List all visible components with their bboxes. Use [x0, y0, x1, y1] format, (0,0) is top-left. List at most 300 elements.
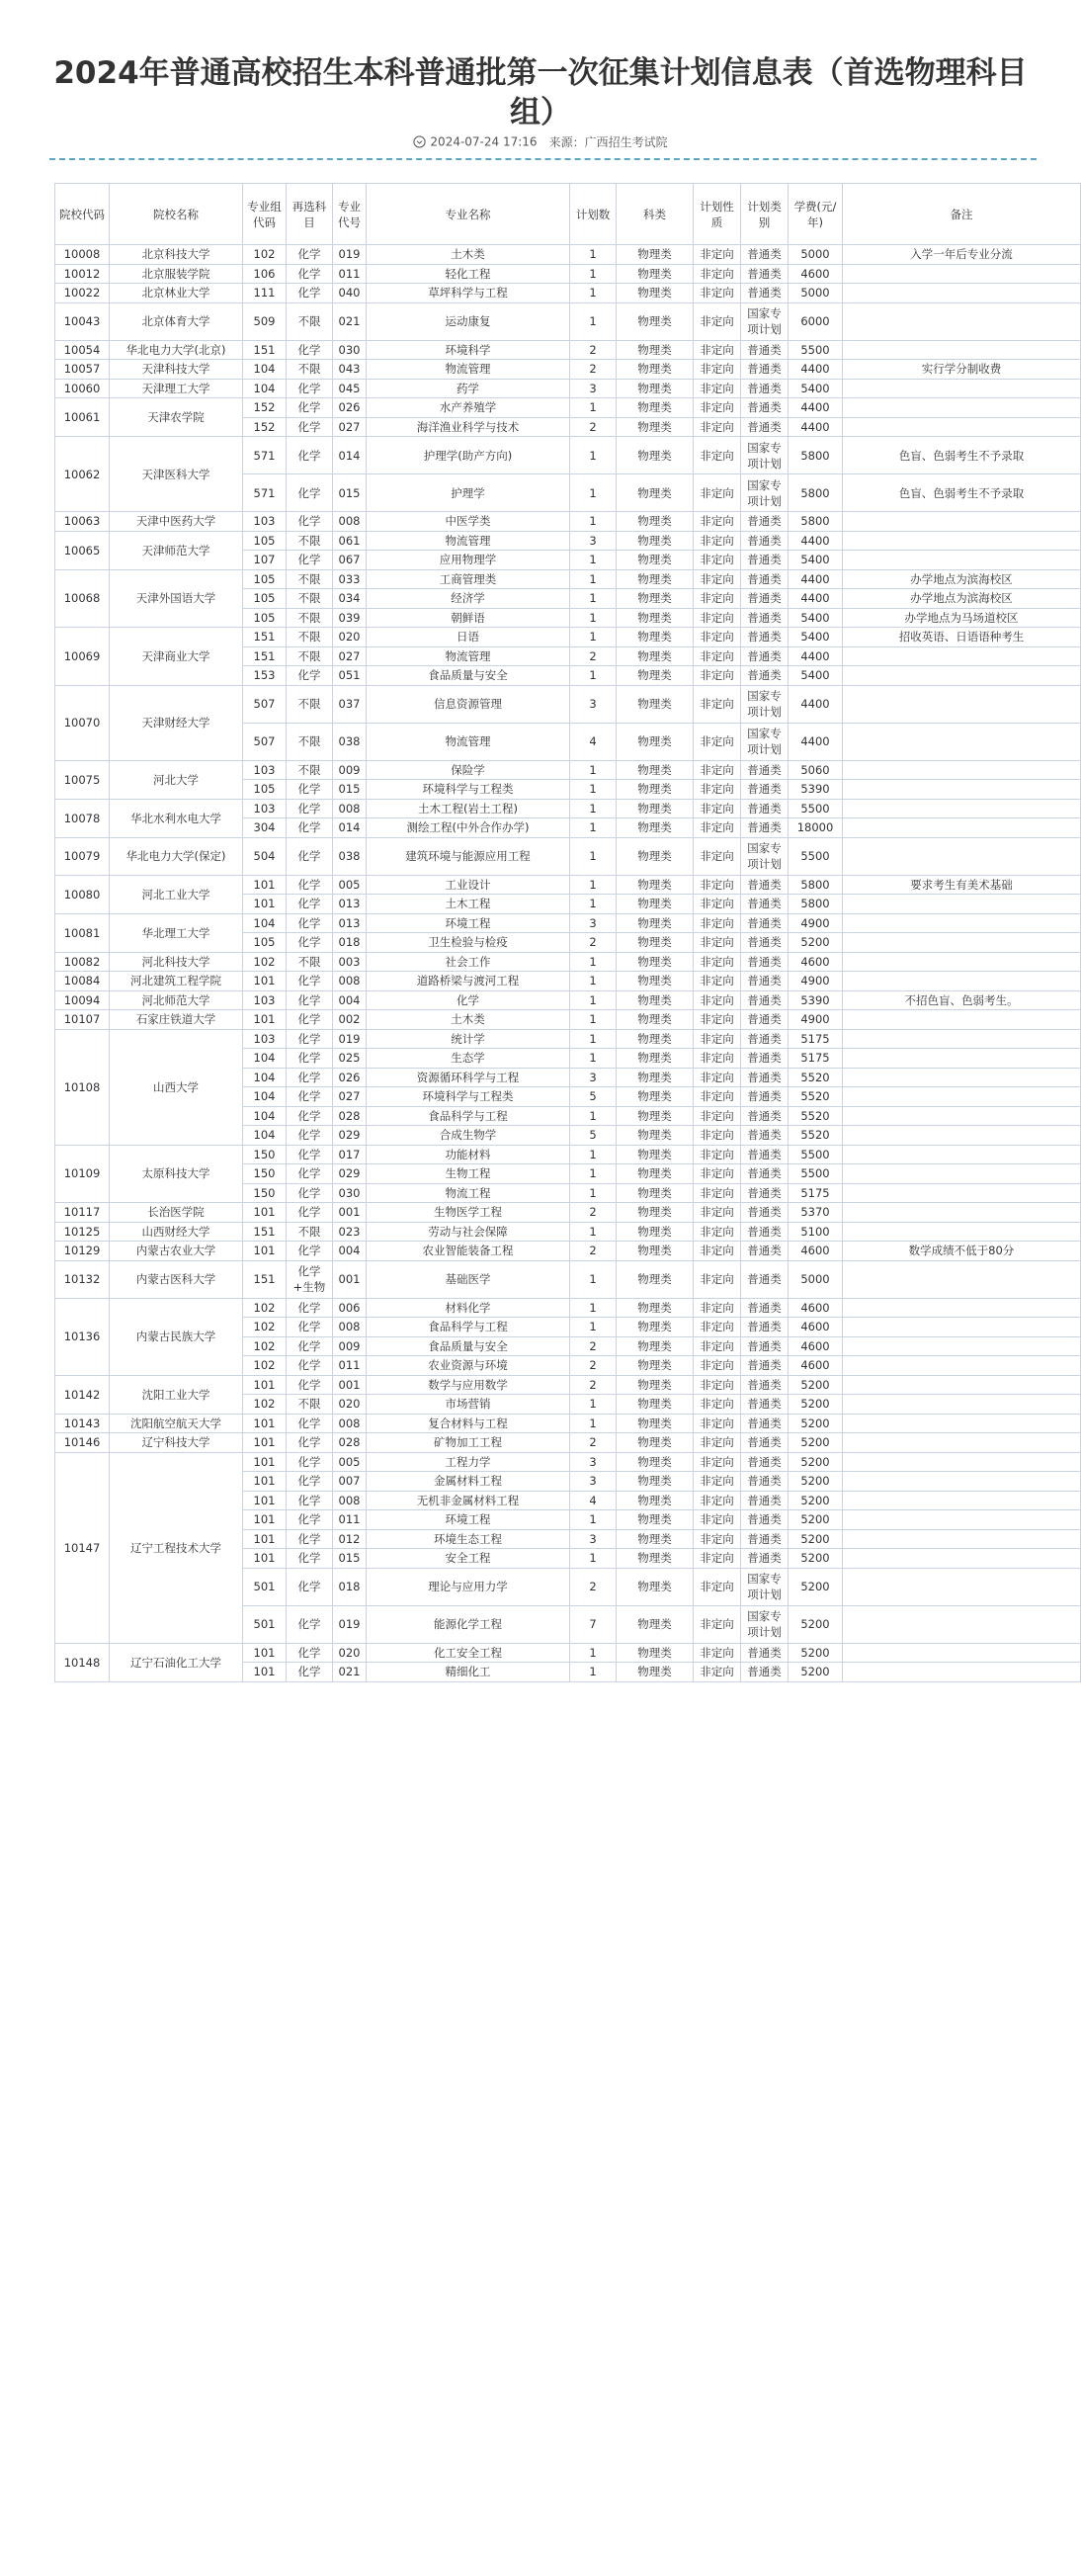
cell-category: 物理类: [617, 474, 694, 512]
cell-note: [843, 1260, 1081, 1298]
cell-note: [843, 302, 1081, 340]
cell-plan-nature: 非定向: [694, 1395, 741, 1415]
table-row: [55, 1643, 1081, 1663]
cell-major-name: 矿物加工工程: [367, 1433, 570, 1453]
cell-group-code: 101: [243, 1010, 287, 1030]
cell-major-name: 护理学: [367, 474, 570, 512]
header-cell: 专业名称: [367, 184, 570, 245]
cell-subject: 化学: [287, 1029, 333, 1049]
cell-major-name: 生物医学工程: [367, 1203, 570, 1223]
cell-plan-nature: 非定向: [694, 531, 741, 551]
cell-category: 物理类: [617, 1126, 694, 1146]
cell-plan-nature: 非定向: [694, 569, 741, 589]
cell-plan-nature: 非定向: [694, 264, 741, 284]
cell-plan-type: 普通类: [741, 1029, 789, 1049]
cell-plan-nature: 非定向: [694, 1298, 741, 1318]
cell-plan-type: 普通类: [741, 666, 789, 686]
cell-note: [843, 1336, 1081, 1356]
cell-major-name: 能源化学工程: [367, 1605, 570, 1643]
cell-note: [843, 1183, 1081, 1203]
cell-subject: 化学: [287, 1529, 333, 1549]
cell-tuition: 5200: [789, 1663, 843, 1682]
cell-plan-type: 普通类: [741, 1164, 789, 1184]
cell-college-code: 10022: [55, 284, 110, 303]
cell-plan-count: 1: [570, 1010, 617, 1030]
cell-major-code: 011: [333, 1356, 367, 1376]
cell-tuition: 18000: [789, 818, 843, 838]
cell-tuition: 4400: [789, 646, 843, 666]
cell-plan-nature: 非定向: [694, 1433, 741, 1453]
cell-category: 物理类: [617, 589, 694, 609]
cell-tuition: 4600: [789, 1318, 843, 1337]
cell-major-name: 应用物理学: [367, 551, 570, 570]
cell-plan-count: 2: [570, 1568, 617, 1605]
cell-plan-count: 1: [570, 398, 617, 418]
cell-subject: 化学: [287, 1336, 333, 1356]
cell-plan-nature: 非定向: [694, 1087, 741, 1107]
cell-plan-type: 普通类: [741, 1298, 789, 1318]
table-row: [55, 1414, 1081, 1433]
cell-group-code: 101: [243, 1663, 287, 1682]
cell-tuition: 5200: [789, 1529, 843, 1549]
cell-plan-count: 1: [570, 628, 617, 647]
cell-note: 办学地点为滨海校区: [843, 569, 1081, 589]
cell-plan-nature: 非定向: [694, 933, 741, 953]
cell-tuition: 5000: [789, 245, 843, 265]
cell-major-name: 道路桥梁与渡河工程: [367, 972, 570, 991]
cell-major-name: 草坪科学与工程: [367, 284, 570, 303]
header-cell: 学费(元/年): [789, 184, 843, 245]
cell-tuition: 5175: [789, 1049, 843, 1069]
cell-college-name: 内蒙古农业大学: [110, 1242, 243, 1261]
cell-plan-nature: 非定向: [694, 646, 741, 666]
cell-plan-count: 1: [570, 972, 617, 991]
cell-plan-count: 3: [570, 531, 617, 551]
table-row: [55, 1375, 1081, 1395]
cell-subject: 化学: [287, 551, 333, 570]
cell-plan-count: 1: [570, 608, 617, 628]
cell-note: [843, 913, 1081, 933]
cell-group-code: 101: [243, 1452, 287, 1472]
cell-group-code: 152: [243, 398, 287, 418]
cell-plan-count: 1: [570, 302, 617, 340]
cell-plan-nature: 非定向: [694, 1568, 741, 1605]
cell-group-code: 103: [243, 799, 287, 818]
cell-note: [843, 1414, 1081, 1433]
cell-plan-nature: 非定向: [694, 1126, 741, 1146]
cell-plan-count: 7: [570, 1605, 617, 1643]
cell-major-code: 019: [333, 1029, 367, 1049]
cell-category: 物理类: [617, 723, 694, 760]
cell-major-code: 040: [333, 284, 367, 303]
cell-plan-count: 1: [570, 990, 617, 1010]
cell-major-name: 食品科学与工程: [367, 1318, 570, 1337]
cell-plan-count: 1: [570, 1260, 617, 1298]
cell-subject: 化学: [287, 1068, 333, 1087]
header-cell: 科类: [617, 184, 694, 245]
table-row: [55, 1145, 1081, 1164]
cell-note: [843, 1375, 1081, 1395]
cell-category: 物理类: [617, 1222, 694, 1242]
cell-subject: 化学: [287, 1663, 333, 1682]
table-row: [55, 340, 1081, 360]
cell-group-code: 509: [243, 302, 287, 340]
cell-category: 物理类: [617, 360, 694, 380]
cell-tuition: 4900: [789, 972, 843, 991]
cell-college-code: 10079: [55, 837, 110, 875]
cell-category: 物理类: [617, 895, 694, 914]
cell-subject: 化学: [287, 933, 333, 953]
cell-major-name: 环境生态工程: [367, 1529, 570, 1549]
cell-category: 物理类: [617, 531, 694, 551]
cell-major-code: 020: [333, 1643, 367, 1663]
cell-major-code: 005: [333, 875, 367, 895]
cell-major-name: 资源循环科学与工程: [367, 1068, 570, 1087]
cell-plan-count: 1: [570, 569, 617, 589]
cell-college-name: 山西大学: [110, 1029, 243, 1145]
cell-major-name: 环境科学: [367, 340, 570, 360]
cell-plan-type: 普通类: [741, 1336, 789, 1356]
cell-plan-type: 普通类: [741, 1356, 789, 1376]
cell-plan-nature: 非定向: [694, 1529, 741, 1549]
cell-category: 物理类: [617, 1375, 694, 1395]
cell-plan-type: 普通类: [741, 1222, 789, 1242]
cell-major-name: 物流管理: [367, 360, 570, 380]
cell-subject: 化学: [287, 875, 333, 895]
cell-college-code: 10075: [55, 760, 110, 799]
cell-major-code: 051: [333, 666, 367, 686]
cell-major-code: 008: [333, 1318, 367, 1337]
cell-major-code: 015: [333, 474, 367, 512]
cell-plan-type: 普通类: [741, 379, 789, 398]
cell-group-code: 102: [243, 1336, 287, 1356]
cell-college-code: 10008: [55, 245, 110, 265]
cell-group-code: 101: [243, 1643, 287, 1663]
cell-category: 物理类: [617, 1663, 694, 1682]
cell-subject: 化学: [287, 437, 333, 474]
cell-note: 数学成绩不低于80分: [843, 1242, 1081, 1261]
cell-tuition: 5370: [789, 1203, 843, 1223]
cell-group-code: 105: [243, 780, 287, 800]
cell-plan-count: 1: [570, 1549, 617, 1569]
cell-group-code: 102: [243, 1298, 287, 1318]
cell-plan-count: 1: [570, 780, 617, 800]
cell-major-name: 生态学: [367, 1049, 570, 1069]
cell-tuition: 5390: [789, 990, 843, 1010]
cell-college-name: 长治医学院: [110, 1203, 243, 1223]
cell-plan-type: 普通类: [741, 1491, 789, 1510]
table-row: [55, 1222, 1081, 1242]
cell-plan-nature: 非定向: [694, 1336, 741, 1356]
cell-category: 物理类: [617, 512, 694, 532]
cell-subject: 不限: [287, 628, 333, 647]
cell-category: 物理类: [617, 1087, 694, 1107]
cell-category: 物理类: [617, 972, 694, 991]
cell-category: 物理类: [617, 1452, 694, 1472]
cell-group-code: 105: [243, 569, 287, 589]
cell-category: 物理类: [617, 284, 694, 303]
cell-major-code: 008: [333, 1491, 367, 1510]
cell-college-code: 10108: [55, 1029, 110, 1145]
cell-tuition: 5800: [789, 512, 843, 532]
cell-note: [843, 512, 1081, 532]
cell-tuition: 6000: [789, 302, 843, 340]
cell-note: [843, 284, 1081, 303]
cell-tuition: 5175: [789, 1183, 843, 1203]
cell-group-code: 102: [243, 1356, 287, 1376]
cell-subject: 不限: [287, 589, 333, 609]
cell-plan-count: 1: [570, 799, 617, 818]
cell-note: 办学地点为滨海校区: [843, 589, 1081, 609]
cell-tuition: 4600: [789, 1356, 843, 1376]
cell-major-name: 市场营销: [367, 1395, 570, 1415]
cell-subject: 化学: [287, 1549, 333, 1569]
cell-subject: 化学: [287, 417, 333, 437]
cell-subject: 化学: [287, 1643, 333, 1663]
cell-plan-nature: 非定向: [694, 1356, 741, 1376]
cell-college-code: 10147: [55, 1452, 110, 1643]
cell-plan-type: 普通类: [741, 818, 789, 838]
cell-college-name: 北京林业大学: [110, 284, 243, 303]
cell-group-code: 101: [243, 1510, 287, 1530]
cell-note: [843, 1663, 1081, 1682]
cell-college-code: 10142: [55, 1375, 110, 1414]
cell-category: 物理类: [617, 628, 694, 647]
cell-plan-count: 2: [570, 340, 617, 360]
cell-plan-nature: 非定向: [694, 972, 741, 991]
cell-subject: 化学: [287, 1414, 333, 1433]
cell-subject: 不限: [287, 1222, 333, 1242]
cell-subject: 化学: [287, 1568, 333, 1605]
cell-plan-nature: 非定向: [694, 837, 741, 875]
cell-note: [843, 1164, 1081, 1184]
cell-college-name: 天津科技大学: [110, 360, 243, 380]
cell-major-code: 015: [333, 1549, 367, 1569]
cell-plan-nature: 非定向: [694, 245, 741, 265]
cell-college-name: 辽宁科技大学: [110, 1433, 243, 1453]
cell-note: [843, 818, 1081, 838]
cell-group-code: 304: [243, 818, 287, 838]
cell-group-code: 104: [243, 379, 287, 398]
cell-major-name: 物流管理: [367, 646, 570, 666]
cell-plan-count: 3: [570, 913, 617, 933]
cell-group-code: 104: [243, 1087, 287, 1107]
cell-tuition: 5520: [789, 1068, 843, 1087]
cell-plan-count: 4: [570, 723, 617, 760]
cell-note: [843, 1049, 1081, 1069]
cell-plan-nature: 非定向: [694, 1203, 741, 1223]
header-cell: 专业组代码: [243, 184, 287, 245]
cell-major-name: 水产养殖学: [367, 398, 570, 418]
cell-major-code: 013: [333, 895, 367, 914]
cell-category: 物理类: [617, 933, 694, 953]
cell-category: 物理类: [617, 666, 694, 686]
cell-college-code: 10054: [55, 340, 110, 360]
cell-major-name: 药学: [367, 379, 570, 398]
cell-major-code: 004: [333, 1242, 367, 1261]
cell-category: 物理类: [617, 569, 694, 589]
cell-tuition: 5500: [789, 1145, 843, 1164]
cell-college-name: 华北理工大学: [110, 913, 243, 952]
cell-plan-count: 2: [570, 1336, 617, 1356]
cell-plan-type: 普通类: [741, 1452, 789, 1472]
header-cell: 计划类别: [741, 184, 789, 245]
cell-tuition: 5200: [789, 1433, 843, 1453]
cell-tuition: 4900: [789, 1010, 843, 1030]
cell-college-code: 10136: [55, 1298, 110, 1375]
header-cell: 计划性质: [694, 184, 741, 245]
cell-plan-type: 国家专项计划: [741, 474, 789, 512]
cell-plan-count: 1: [570, 818, 617, 838]
table-row: [55, 685, 1081, 723]
cell-college-code: 10084: [55, 972, 110, 991]
cell-college-code: 10109: [55, 1145, 110, 1203]
cell-plan-nature: 非定向: [694, 589, 741, 609]
cell-group-code: 104: [243, 913, 287, 933]
cell-college-code: 10069: [55, 628, 110, 686]
cell-category: 物理类: [617, 990, 694, 1010]
cell-major-name: 精细化工: [367, 1663, 570, 1682]
cell-note: [843, 646, 1081, 666]
cell-subject: 不限: [287, 608, 333, 628]
cell-note: [843, 933, 1081, 953]
cell-plan-count: 1: [570, 1414, 617, 1433]
cell-category: 物理类: [617, 799, 694, 818]
cell-note: [843, 531, 1081, 551]
cell-subject: 化学: [287, 1183, 333, 1203]
cell-major-code: 023: [333, 1222, 367, 1242]
cell-major-name: 金属材料工程: [367, 1472, 570, 1492]
cell-college-code: 10080: [55, 875, 110, 913]
cell-major-name: 理论与应用力学: [367, 1568, 570, 1605]
cell-plan-nature: 非定向: [694, 437, 741, 474]
cell-subject: 化学: [287, 837, 333, 875]
cell-major-code: 013: [333, 913, 367, 933]
cell-plan-nature: 非定向: [694, 1145, 741, 1164]
cell-plan-nature: 非定向: [694, 1414, 741, 1433]
cell-tuition: 5500: [789, 340, 843, 360]
cell-category: 物理类: [617, 1242, 694, 1261]
cell-college-name: 内蒙古民族大学: [110, 1298, 243, 1375]
cell-note: [843, 1203, 1081, 1223]
cell-subject: 化学: [287, 972, 333, 991]
cell-note: [843, 1222, 1081, 1242]
cell-plan-type: 普通类: [741, 952, 789, 972]
cell-group-code: 501: [243, 1568, 287, 1605]
cell-college-code: 10061: [55, 398, 110, 437]
cell-note: 色盲、色弱考生不予录取: [843, 474, 1081, 512]
cell-college-name: 沈阳航空航天大学: [110, 1414, 243, 1433]
cell-tuition: 5400: [789, 379, 843, 398]
cell-plan-nature: 非定向: [694, 666, 741, 686]
cell-group-code: 501: [243, 1605, 287, 1643]
cell-college-code: 10107: [55, 1010, 110, 1030]
cell-group-code: 151: [243, 340, 287, 360]
cell-group-code: 101: [243, 1491, 287, 1510]
cell-plan-type: 普通类: [741, 780, 789, 800]
cell-group-code: 101: [243, 1529, 287, 1549]
cell-major-code: 004: [333, 990, 367, 1010]
cell-plan-nature: 非定向: [694, 1549, 741, 1569]
cell-college-name: 天津师范大学: [110, 531, 243, 569]
cell-subject: 化学: [287, 1164, 333, 1184]
cell-note: [843, 1472, 1081, 1492]
cell-note: [843, 1145, 1081, 1164]
cell-plan-nature: 非定向: [694, 302, 741, 340]
cell-plan-count: 1: [570, 1663, 617, 1682]
cell-category: 物理类: [617, 1318, 694, 1337]
cell-note: [843, 1643, 1081, 1663]
cell-note: [843, 1568, 1081, 1605]
cell-group-code: 103: [243, 760, 287, 780]
cell-tuition: 5800: [789, 474, 843, 512]
table-row: [55, 302, 1081, 340]
cell-plan-count: 1: [570, 895, 617, 914]
cell-major-name: 建筑环境与能源应用工程: [367, 837, 570, 875]
cell-category: 物理类: [617, 760, 694, 780]
cell-plan-type: 国家专项计划: [741, 437, 789, 474]
cell-note: [843, 1452, 1081, 1472]
cell-subject: 化学: [287, 1126, 333, 1146]
cell-category: 物理类: [617, 1106, 694, 1126]
cell-major-name: 材料化学: [367, 1298, 570, 1318]
cell-plan-type: 国家专项计划: [741, 837, 789, 875]
cell-note: [843, 799, 1081, 818]
cell-category: 物理类: [617, 437, 694, 474]
cell-subject: 不限: [287, 685, 333, 723]
cell-major-code: 019: [333, 245, 367, 265]
cell-major-name: 功能材料: [367, 1145, 570, 1164]
cell-note: [843, 417, 1081, 437]
cell-category: 物理类: [617, 1568, 694, 1605]
cell-major-code: 021: [333, 1663, 367, 1682]
cell-note: [843, 1318, 1081, 1337]
table-row: [55, 760, 1081, 780]
cell-note: [843, 685, 1081, 723]
cell-tuition: 5800: [789, 437, 843, 474]
cell-major-name: 经济学: [367, 589, 570, 609]
cell-plan-nature: 非定向: [694, 340, 741, 360]
cell-plan-count: 2: [570, 933, 617, 953]
cell-category: 物理类: [617, 952, 694, 972]
cell-category: 物理类: [617, 1203, 694, 1223]
cell-tuition: 5200: [789, 1643, 843, 1663]
cell-group-code: 150: [243, 1164, 287, 1184]
cell-plan-nature: 非定向: [694, 551, 741, 570]
cell-tuition: 5390: [789, 780, 843, 800]
cell-plan-type: 普通类: [741, 245, 789, 265]
table-row: [55, 1010, 1081, 1030]
cell-plan-type: 普通类: [741, 628, 789, 647]
cell-college-code: 10078: [55, 799, 110, 837]
cell-plan-type: 普通类: [741, 972, 789, 991]
cell-major-code: 017: [333, 1145, 367, 1164]
cell-plan-nature: 非定向: [694, 398, 741, 418]
table-body: [55, 245, 1081, 1682]
cell-plan-count: 1: [570, 512, 617, 532]
cell-plan-count: 1: [570, 837, 617, 875]
cell-tuition: 4900: [789, 913, 843, 933]
cell-subject: 化学: [287, 1510, 333, 1530]
cell-plan-type: 普通类: [741, 1375, 789, 1395]
cell-college-name: 天津医科大学: [110, 437, 243, 512]
header-cell: 计划数: [570, 184, 617, 245]
cell-major-code: 008: [333, 512, 367, 532]
table-row: [55, 1298, 1081, 1318]
cell-major-code: 021: [333, 302, 367, 340]
cell-major-name: 食品质量与安全: [367, 1336, 570, 1356]
cell-tuition: 4600: [789, 1298, 843, 1318]
